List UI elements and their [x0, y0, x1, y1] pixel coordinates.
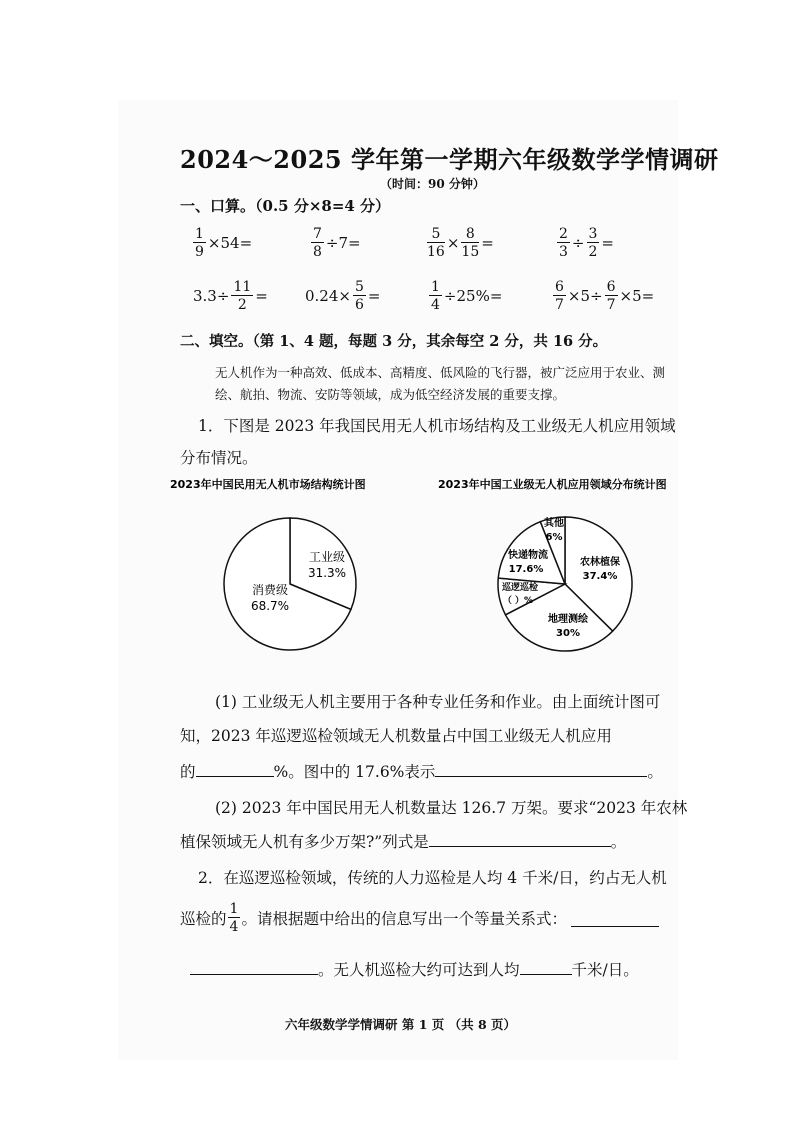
pie1-label-industrial-value: 31.3% — [307, 566, 347, 580]
q1-line1: 1．下图是 2023 年我国民用无人机市场结构及工业级无人机应用领域 — [198, 417, 676, 435]
pie-chart-2 — [498, 516, 632, 651]
chart1-title: 2023年中国民用无人机市场结构统计图 — [170, 478, 366, 491]
answer-blank-equation[interactable] — [571, 910, 659, 927]
q2-line1: 2．在巡逻巡检领域，传统的人力巡检是人均 4 千米/日，约占无人机 — [198, 869, 667, 887]
chart2-title: 2023年中国工业级无人机应用领域分布统计图 — [438, 478, 667, 491]
answer-blank-patrol-percent[interactable] — [196, 760, 274, 777]
q1b-line1: (2) 2023 年中国民用无人机数量达 126.7 万架。要求“2023 年农林 — [215, 799, 688, 817]
pie1-label-consumer-name: 消费级 — [251, 583, 289, 597]
q2-line2: 巡检的 $\frac{1}{4}$ 。请根据题中给出的信息写出一个等量关系式： — [180, 902, 659, 934]
intro-paragraph: 无人机作为一种高效、低成本、高精度、低风险的飞行器，被广泛应用于农业、测绘、航拍、物流、安防等领域，成为低空经济发展的重要支撑。 — [215, 365, 666, 402]
pie2-label-patrol-name: 巡逻巡检 — [501, 583, 539, 593]
q1b-line2: 植保领域无人机有多少万架?”列式是 。 — [180, 830, 626, 852]
calc-expr-8: $\frac{6}{7}$ ×5÷ $\frac{6}{7}$ ×5= — [555, 279, 655, 313]
pie1-label-consumer-value: 68.7% — [250, 599, 290, 613]
pie2-label-logistics-value: 17.6% — [508, 564, 544, 575]
q1a-line2: 知，2023 年巡逻巡检领域无人机数量占中国工业级无人机应用 — [180, 727, 612, 745]
pie2-label-other-name: 其他 — [544, 518, 564, 529]
time-note: （时间：90 分钟） — [380, 177, 485, 191]
pie2-label-other-value: 6% — [545, 532, 563, 543]
answer-blank-equation-cont[interactable] — [190, 958, 318, 975]
calc-expr-5: 3.3÷ $\frac{11}{2}$ = — [193, 279, 268, 313]
pie2-label-patrol-value: （ ）% — [502, 596, 534, 606]
section2-heading: 二、填空。（第 1、4 题，每题 3 分，其余每空 2 分，共 16 分。 — [180, 333, 608, 350]
pie2-label-agri-name: 农林植保 — [580, 557, 620, 568]
q1a-line1: (1) 工业级无人机主要用于各种专业任务和作业。由上面统计图可 — [215, 693, 661, 711]
pie2-label-agri-value: 37.4% — [582, 571, 618, 582]
calc-expr-3: $\frac{5}{16}$ × $\frac{8}{15}$ = — [427, 226, 494, 260]
q2-line3: 。无人机巡检大约可达到人均 千米/日。 — [190, 958, 639, 980]
q1a-line3: 的 %。图中的 17.6%表示 。 — [180, 760, 663, 782]
page-footer: 六年级数学学情调研 第 1 页 （共 8 页） — [285, 1017, 517, 1032]
q1-line2: 分布情况。 — [180, 449, 258, 467]
pie1-label-industrial-name: 工业级 — [308, 550, 346, 564]
calc-expr-4: $\frac{2}{3}$ ÷ $\frac{3}{2}$ = — [559, 226, 614, 260]
pie2-label-mapping-name: 地理测绘 — [548, 614, 588, 625]
pie2-label-mapping-value: 30% — [556, 628, 580, 639]
pie2-label-logistics-name: 快递物流 — [508, 550, 548, 561]
calc-expr-2: $\frac{7}{8}$ ÷7= — [313, 226, 361, 260]
calc-expr-7: $\frac{1}{4}$ ÷25%= — [431, 279, 503, 313]
calc-expr-6: 0.24× $\frac{5}{6}$ = — [305, 279, 381, 313]
pie-chart-1 — [224, 518, 356, 650]
calc-expr-1: $\frac{1}{9}$ ×54= — [195, 226, 253, 260]
answer-blank-formula[interactable] — [429, 830, 611, 847]
pie-charts — [170, 472, 700, 672]
answer-blank-meaning[interactable] — [435, 760, 647, 777]
answer-blank-distance[interactable] — [520, 958, 572, 975]
section1-heading: 一、口算。（0.5 分×8=4 分） — [180, 197, 391, 215]
page-title: 2024～2025 学年第一学期六年级数学学情调研 — [180, 145, 719, 174]
